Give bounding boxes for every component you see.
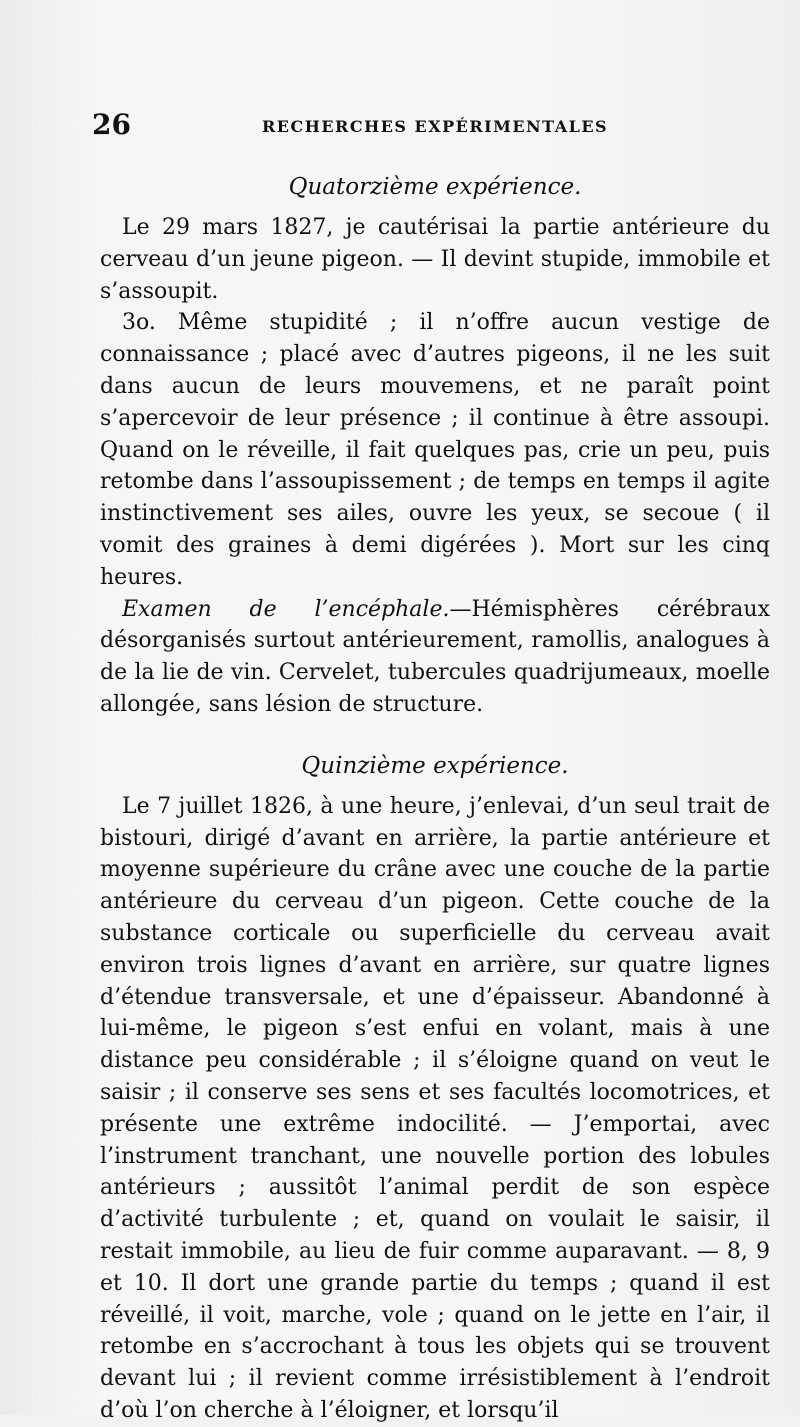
running-title: RECHERCHES EXPÉRIMENTALES <box>262 117 609 136</box>
section-heading: Quatorzième expérience. <box>288 174 582 200</box>
exam-label: Examen de l’encéphale. <box>122 596 450 622</box>
section-gap <box>100 721 770 749</box>
page-number: 26 <box>92 108 131 141</box>
exam-paragraph <box>100 594 770 721</box>
section-quatorzieme <box>100 170 770 721</box>
paragraph: Le 29 mars 1827, je cautérisai la partie antérieure du cerveau d’un jeune pigeon. — Il devint stupide, immobile et s’assoupit. <box>100 215 770 304</box>
body-text <box>100 170 770 1427</box>
exam-text: —Hémisphères cérébraux désorganisés surtout antérieurement, ramollis, analogues à de la lie de vin. Cervelet, tubercules quadrijumeaux, moelle allongée, sans lésion de structure. <box>100 596 771 717</box>
paragraph: Le 7 juillet 1826, à une heure, j’enlevai, d’un seul trait de bistouri, dirigé d’avant en arrière, la partie antérieure et moyenne supérieure du crâne avec une couche de la partie antérieure du cerveau d’un pigeon. Cette couche de la substance corticale ou superficielle du cerveau avait environ trois lignes d’avant en arrière, sur quatre lignes d’étendue transversale, et une d’épaisseur. Abandonné à lui-même, le pigeon s’est enfui en volant, mais à une distance peu considérable ; il s’éloigne quand on veut le saisir ; il conserve ses sens et ses facultés locomotrices, et présente une extrême indocilité. — J’emportai, avec l’instrument tranchant, une nouvelle portion des lobules antérieurs ; aussitôt l’animal perdit de son espèce d’activité turbulente ; et, quand on voulait le saisir, il restait immobile, au lieu de fuir comme auparavant. — 8, 9 et 10. Il dort une grande partie du temps ; quand il est réveillé, il voit, marche, vole ; quand on le jette en l’air, il retombe en s’accrochant à tous les objets qui se trouvent devant lui ; il revient comme irrésistiblement à l’endroit d’où l’on cherche à l’éloigner, et lorsqu’il <box>100 793 770 1423</box>
paragraph: 3o. Même stupidité ; il n’offre aucun vestige de connaissance ; placé avec d’autres pigeons, il ne les suit dans aucun de leurs mouvemens, et ne paraît point s’apercevoir de leur présence ; il continue à être assoupi. Quand on le réveille, il fait quelques pas, crie un peu, puis retombe dans l’assoupissement ; de temps en temps il agite instinctivement ses ailes, ouvre les yeux, se secoue ( il vomit des graines à demi digérées ). Mort sur les cinq heures. <box>100 310 770 590</box>
section-heading: Quinzième expérience. <box>301 752 569 779</box>
section-quinzieme <box>100 749 770 1427</box>
running-header <box>92 108 692 148</box>
